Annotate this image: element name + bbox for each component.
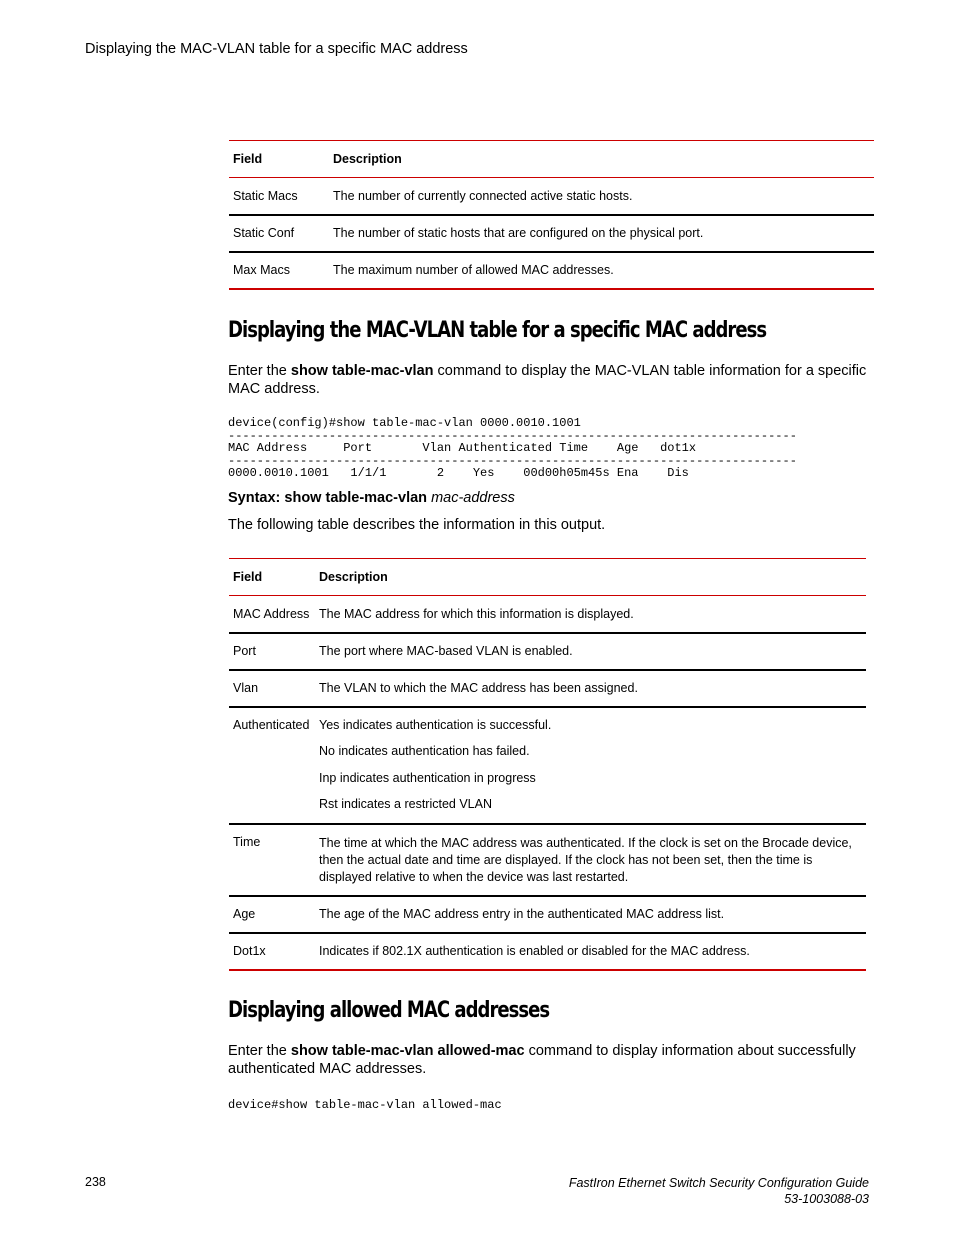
syntax-argument: mac-address [431,490,515,506]
table-row [229,596,866,633]
description-cell: The VLAN to which the MAC address has been assigned. [319,681,638,695]
table-row [229,670,866,707]
syntax-line [228,489,868,507]
field-cell: Age [233,907,256,921]
intro-suffix: command to display the MAC-VLAN table information for a specific MAC address. [228,363,867,397]
table-row [229,707,866,824]
field-cell: Time [233,834,261,849]
section-heading-allowed-mac: Displaying allowed MAC addresses [228,998,550,1023]
doc-number: 53-1003088-03 [784,1192,869,1206]
code-rule: ------------------------------------------------------------------------------- [228,453,797,468]
description-line: Rst indicates a restricted VLAN [319,797,492,811]
code-line: 0000.0010.1001 1/1/1 2 Yes 00d00h05m45s Ena Dis [228,466,689,480]
field-cell: Authenticated [233,717,310,732]
description-cell: The time at which the MAC address was authenticated. If the clock is set on the Brocade device, then the actual date and time are displayed. If the clock has not been set, then the time is displayed relative to when the device was last restarted. [319,835,852,884]
intro-prefix: Enter the [228,1043,291,1059]
code-rule: ------------------------------------------------------------------------------- [228,428,797,443]
section-intro-paragraph [228,362,868,398]
section-heading-mac-vlan: Displaying the MAC-VLAN table for a specific MAC address [228,318,767,343]
table-row [229,252,874,289]
intro-prefix: Enter the [228,363,291,379]
table-header-row [229,559,866,596]
description-line: No indicates authentication has failed. [319,744,530,758]
table-row [229,824,866,896]
field-cell: Static Conf [233,226,295,240]
intro-command: show table-mac-vlan [290,363,434,379]
intro-suffix: command to display information about successfully authenticated MAC addresses. [228,1043,856,1077]
column-header-field: Field [233,152,263,166]
description-cell: The age of the MAC address entry in the authenticated MAC address list. [319,907,725,921]
fields-table-2 [229,558,866,971]
column-header-description: Description [319,570,388,584]
code-line: device#show table-mac-vlan allowed-mac [228,1098,502,1112]
code-block [228,417,797,480]
table-row [229,933,866,970]
description-line: Inp indicates authentication in progress [319,770,536,785]
field-cell: Static Macs [233,188,298,203]
field-cell: Vlan [233,681,259,695]
field-cell: Dot1x [233,944,266,958]
intro-command: show table-mac-vlan allowed-mac [290,1043,525,1059]
description-line: Yes indicates authentication is successful. [319,717,552,732]
description-cell [315,707,866,824]
syntax-label: Syntax: show table-mac-vlan [228,490,428,506]
table-header-row [229,141,874,178]
code-line: device(config)#show table-mac-vlan 0000.0010.1001 [228,416,581,430]
description-cell: The port where MAC-based VLAN is enabled. [319,644,573,658]
description-cell: The MAC address for which this information is displayed. [319,606,634,621]
table-row [229,215,874,252]
field-cell: Max Macs [233,263,290,277]
code-line: MAC Address Port Vlan Authenticated Time Age dot1x [228,441,697,455]
column-header-field: Field [233,570,263,584]
field-cell: Port [233,644,256,658]
table-row [229,178,874,215]
guide-title: FastIron Ethernet Switch Security Configuration Guide [568,1176,869,1190]
field-cell: MAC Address [233,606,310,621]
description-cell: The number of currently connected active static hosts. [333,188,633,203]
description-cell: Indicates if 802.1X authentication is enabled or disabled for the MAC address. [319,944,750,958]
page-number: 238 [85,1175,106,1189]
table-row [229,633,866,670]
section-intro-paragraph [228,1042,868,1078]
table-row [229,896,866,933]
column-header-description: Description [333,152,402,166]
description-cell: The maximum number of allowed MAC addresses. [333,263,614,277]
description-cell: The number of static hosts that are configured on the physical port. [333,226,704,240]
table-intro: The following table describes the information in this output. [228,517,606,533]
page-footer [569,1175,869,1207]
fields-table-1 [229,140,874,290]
running-header: Displaying the MAC-VLAN table for a specific MAC address [85,41,468,57]
